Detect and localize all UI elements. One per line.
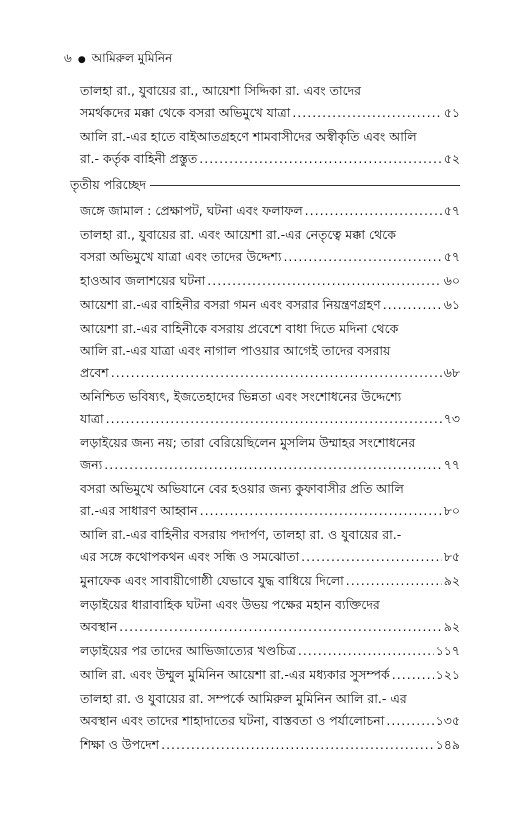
toc-entry-page: ৬১ [443, 297, 460, 312]
toc-entry-title: রা.- কর্তৃক বাহিনী প্রস্তুত [80, 151, 198, 166]
toc-entry-page: ৯২ [443, 573, 460, 588]
toc-entry [80, 270, 460, 292]
toc-entry-last-line [80, 570, 460, 592]
running-header [64, 50, 172, 70]
dot-leader [292, 102, 441, 124]
dot-leader [386, 710, 433, 732]
toc-entry-title: বসরা অভিমুখে যাত্রা এবং তাদের উদ্দেশ্য [80, 249, 282, 264]
toc-entry-title: অবস্থান এবং তাদের শাহাদাতের ঘটনা, বাস্তবতা ও পর্যালোচনা [80, 713, 385, 728]
toc-entry [80, 126, 460, 170]
toc-entry-line: বসরা অভিমুখে অভিযানে বের হওয়ার জন্য কুফাবাসীর প্রতি আলি [80, 481, 404, 496]
dot-leader [106, 408, 442, 430]
dot-leader [283, 246, 441, 268]
toc-entry-line: তালহা রা., যুবায়ের রা., আয়েশা সিদ্দিকা রা. এবং তাদের [80, 83, 362, 98]
toc-entry-line: তালহা রা., যুবায়ের রা. এবং আয়েশা রা.-এর নেতৃত্বে মক্কা থেকে [80, 227, 396, 242]
toc-entry-page: ৫৭ [443, 249, 460, 264]
toc-entry [80, 640, 460, 662]
toc-entry-last-line [80, 640, 460, 662]
toc-entry-last-line [80, 454, 460, 476]
toc-entry [80, 224, 460, 268]
page-number: ৬ [64, 51, 72, 65]
toc-entry-title: হাওআব জলাশয়ের ঘটনা [80, 273, 206, 288]
toc-entry-page: ৭৩ [443, 411, 460, 426]
toc-entry-line: আলি রা.-এর হাতে বাইআতগ্রহণে শামবাসীদের অস্বীকৃতি এবং আলি [80, 129, 417, 144]
toc-entry [80, 594, 460, 638]
dot-leader [301, 546, 442, 568]
toc-entry-page: ৫৭ [443, 203, 460, 218]
toc-entry [80, 200, 460, 222]
toc-entry-last-line [80, 734, 460, 756]
toc-entry [80, 386, 460, 430]
toc-entry-page: ৭৭ [443, 457, 460, 472]
toc-entry-page: ৫২ [443, 151, 460, 166]
toc-entry-last-line [80, 294, 460, 316]
dot-leader [111, 362, 442, 384]
toc-entry-last-line [80, 102, 460, 124]
toc-entry-line: আলি রা.-এর বাহিনীর বসরায় পদার্পণ, তালহা রা. ও যুবায়ের রা.- [80, 527, 402, 542]
dot-leader [207, 270, 441, 292]
toc-entry-line: আয়েশা রা.-এর বাহিনীকে বসরায় প্রবেশে বাধা দিতে মদিনা থেকে [80, 321, 399, 336]
toc-entry [80, 318, 460, 384]
section-heading-rule [150, 185, 460, 186]
toc-entry-last-line [80, 270, 460, 292]
toc-entry-page: ৮০ [443, 503, 460, 518]
dot-leader [346, 570, 442, 592]
toc-entry-line: লড়াইয়ের ধারাবাহিক ঘটনা এবং উভয় পক্ষের মহান ব্যক্তিদের [80, 597, 380, 612]
dot-leader [392, 664, 434, 686]
toc-entry-last-line [80, 616, 460, 638]
toc-entry-title: শিক্ষা ও উপদেশ [80, 737, 160, 752]
toc-entry-page: ৮৫ [443, 549, 460, 564]
toc-entry-last-line [80, 200, 460, 222]
section-heading-label: তৃতীয় পরিচ্ছেদ [70, 177, 147, 192]
toc-entry-title: জঙ্গে জামাল : প্রেক্ষাপট, ঘটনা এবং ফলাফল [80, 203, 303, 218]
toc-entry-page: ৯২ [443, 619, 460, 634]
toc-entry-line: অনিশ্চিত ভবিষ্যৎ, ইজতেহাদের ভিন্নতা এবং সংশোধনের উদ্দেশ্যে [80, 389, 402, 404]
dot-leader [104, 454, 441, 476]
dot-leader [119, 616, 442, 638]
dot-leader [199, 148, 442, 170]
dot-leader [200, 500, 442, 522]
toc-entry-page: ১৩৫ [435, 713, 460, 728]
toc-entry-title: রা.-এর সাধারণ আহ্বান [80, 503, 198, 518]
dot-leader [161, 734, 434, 756]
toc-entry [80, 478, 460, 522]
toc-entry-title: অবস্থান [80, 619, 118, 634]
toc-entry-line: লড়াইয়ের জন্য নয়; তারা বেরিয়েছিলেন মুসলিম উম্মাহর সংশোধনের [80, 435, 416, 450]
toc-entry-line: আলি রা.-এর যাত্রা এবং নাগাল পাওয়ার আগেই তাদের বসরায় [80, 343, 391, 358]
toc-entry-page: ১৪৯ [435, 737, 460, 752]
toc-entry-last-line [80, 500, 460, 522]
section-heading [70, 174, 460, 196]
toc-entry-title: আলি রা. এবং উম্মুল মুমিনিন আয়েশা রা.-এর মধ্যকার সুসম্পর্ক [80, 667, 390, 682]
toc-entry [80, 80, 460, 124]
dot-leader [383, 294, 442, 316]
toc-entry [80, 524, 460, 568]
toc-entry-title: প্রবেশ [80, 365, 109, 380]
toc-entry [80, 688, 460, 732]
dot-leader [305, 200, 442, 222]
toc-entry-line: তালহা রা. ও যুবায়ের রা. সম্পর্কে আমিরুল মুমিনিন আলি রা.- এর [80, 691, 407, 706]
toc-entry [80, 570, 460, 592]
toc-section-entries [80, 200, 460, 756]
toc-entry [80, 294, 460, 316]
toc-entry-last-line [80, 148, 460, 170]
toc-entry [80, 664, 460, 686]
toc-entry [80, 432, 460, 476]
toc-entry-page: ৬৮ [443, 365, 460, 380]
book-title: আমিরুল মুমিনিন [91, 51, 173, 65]
toc-entry-last-line [80, 362, 460, 384]
toc-entry-page: ৫১ [443, 105, 460, 120]
toc-entry [80, 734, 460, 756]
toc-top-entries [80, 80, 460, 170]
dot-leader [298, 640, 434, 662]
toc-entry-last-line [80, 546, 460, 568]
toc-entry-last-line [80, 710, 460, 732]
toc-entry-title: এর সঙ্গে কথোপকথন এবং সন্ধি ও সমঝোতা [80, 549, 300, 564]
table-of-contents [70, 80, 460, 758]
toc-entry-page: ৬০ [443, 273, 460, 288]
toc-entry-page: ১১৭ [435, 643, 460, 658]
bullet-separator: ● [77, 55, 86, 65]
toc-entry-title: যাত্রা [80, 411, 104, 426]
toc-entry-title: জন্য [80, 457, 103, 472]
toc-entry-last-line [80, 408, 460, 430]
toc-entry-title: লড়াইয়ের পর তাদের আভিজাত্যের খণ্ডচিত্র [80, 643, 296, 658]
toc-entry-page: ১২১ [435, 667, 460, 682]
toc-entry-title: আয়েশা রা.-এর বাহিনীর বসরা গমন এবং বসরার নিয়ন্ত্রণগ্রহণ [80, 297, 381, 312]
toc-entry-title: মুনাফেক এবং সাবায়ীগোষ্ঠী যেভাবে যুদ্ধ বাধিয়ে দিলো [80, 573, 344, 588]
toc-entry-title: সমর্থকদের মক্কা থেকে বসরা অভিমুখে যাত্রা [80, 105, 291, 120]
toc-entry-last-line [80, 664, 460, 686]
toc-entry-last-line [80, 246, 460, 268]
